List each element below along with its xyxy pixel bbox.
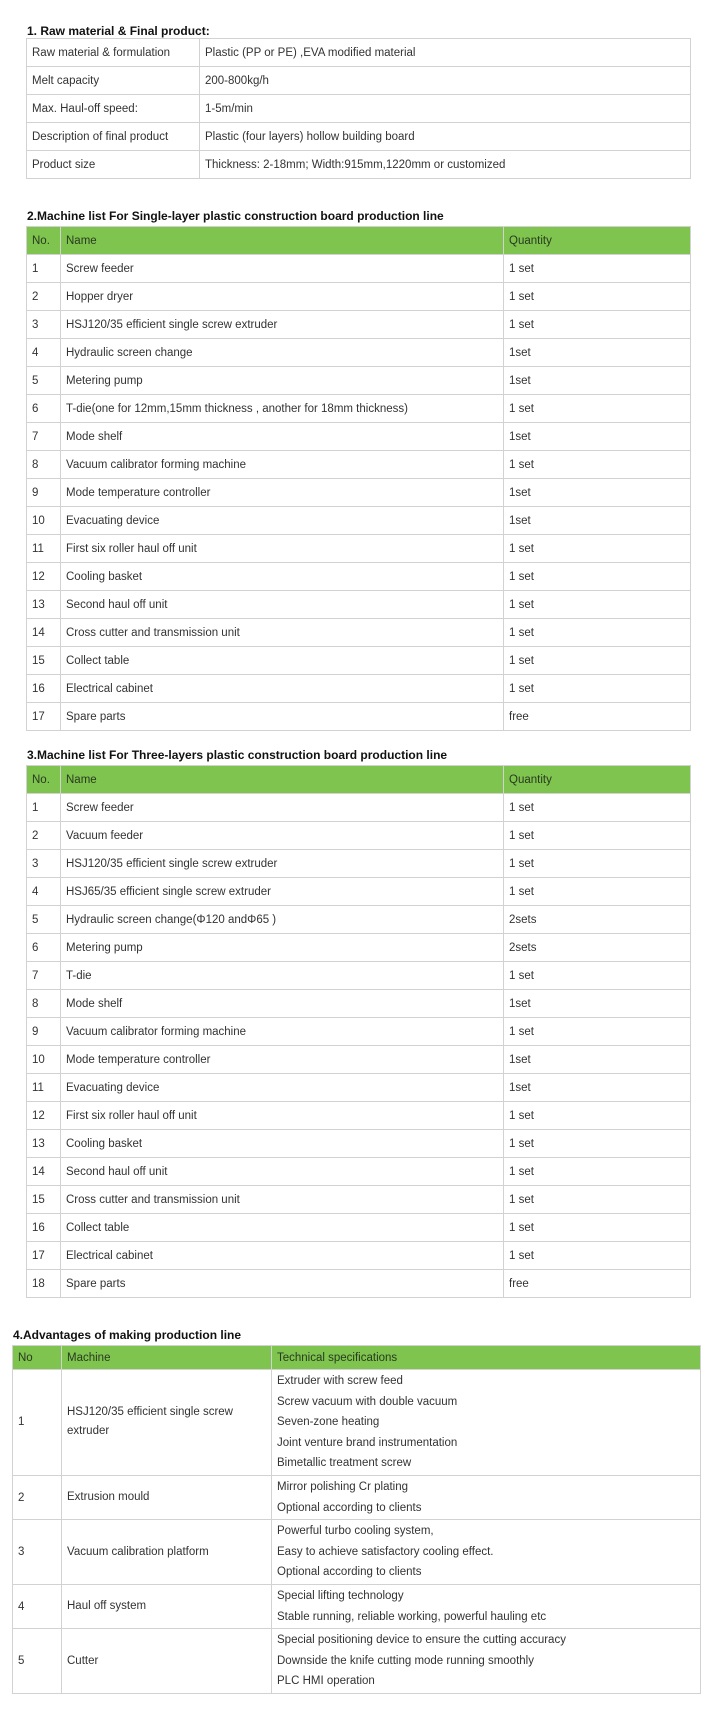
no-cell: 9 xyxy=(27,1018,61,1046)
no-cell: 5 xyxy=(27,367,61,395)
spec-label-cell: Melt capacity xyxy=(27,67,200,95)
no-cell: 15 xyxy=(27,647,61,675)
spec-label-cell: Max. Haul-off speed: xyxy=(27,95,200,123)
table-row xyxy=(27,1074,691,1102)
spec-line: Special positioning device to ensure the cutting accuracy xyxy=(277,1634,566,1647)
quantity-cell: 2sets xyxy=(504,934,691,962)
table-row xyxy=(27,1102,691,1130)
name-cell: Electrical cabinet xyxy=(61,675,504,703)
no-cell: 1 xyxy=(27,255,61,283)
table-row xyxy=(13,1629,701,1694)
quantity-cell: 1 set xyxy=(504,283,691,311)
quantity-cell: 1 set xyxy=(504,962,691,990)
table-row xyxy=(27,1270,691,1298)
no-cell: 12 xyxy=(27,1102,61,1130)
table-header-row xyxy=(27,766,691,794)
quantity-cell: free xyxy=(504,1270,691,1298)
single-layer-machine-table xyxy=(26,226,691,731)
spec-value-cell: 1-5m/min xyxy=(200,95,691,123)
name-cell: Screw feeder xyxy=(61,255,504,283)
quantity-cell: 1set xyxy=(504,507,691,535)
table-row xyxy=(13,1370,701,1476)
table-row xyxy=(27,1186,691,1214)
table-row xyxy=(27,1130,691,1158)
table-row xyxy=(13,1520,701,1585)
section-heading: 2.Machine list For Single-layer plastic construction board production line xyxy=(27,209,444,223)
no-cell: 16 xyxy=(27,1214,61,1242)
quantity-cell: 1 set xyxy=(504,395,691,423)
no-cell: 2 xyxy=(27,822,61,850)
name-cell: Evacuating device xyxy=(61,507,504,535)
name-cell: Collect table xyxy=(61,1214,504,1242)
no-cell: 13 xyxy=(27,1130,61,1158)
name-cell: HSJ65/35 efficient single screw extruder xyxy=(61,878,504,906)
no-cell: 5 xyxy=(13,1629,62,1694)
table-row xyxy=(27,563,691,591)
header-quantity-cell: Quantity xyxy=(504,766,691,794)
no-cell: 9 xyxy=(27,479,61,507)
section-raw-material xyxy=(27,24,210,38)
specs-cell xyxy=(272,1475,701,1519)
name-cell: Mode shelf xyxy=(61,990,504,1018)
table-row xyxy=(27,850,691,878)
name-cell: Metering pump xyxy=(61,367,504,395)
name-cell: Vacuum calibrator forming machine xyxy=(61,451,504,479)
table-row xyxy=(27,535,691,563)
table-row xyxy=(27,619,691,647)
table-header-row xyxy=(27,227,691,255)
no-cell: 18 xyxy=(27,1270,61,1298)
name-cell: Mode temperature controller xyxy=(61,479,504,507)
name-cell: HSJ120/35 efficient single screw extruder xyxy=(61,850,504,878)
quantity-cell: 1 set xyxy=(504,619,691,647)
no-cell: 8 xyxy=(27,451,61,479)
quantity-cell: 1 set xyxy=(504,1158,691,1186)
header-quantity-cell: Quantity xyxy=(504,227,691,255)
table-row xyxy=(27,675,691,703)
quantity-cell: 1 set xyxy=(504,1214,691,1242)
quantity-cell: 1 set xyxy=(504,1186,691,1214)
quantity-cell: 1 set xyxy=(504,1242,691,1270)
no-cell: 14 xyxy=(27,1158,61,1186)
name-cell: Spare parts xyxy=(61,703,504,731)
section-advantages xyxy=(13,1328,241,1342)
quantity-cell: 1set xyxy=(504,423,691,451)
no-cell: 3 xyxy=(27,311,61,339)
machine-cell: Cutter xyxy=(62,1629,272,1694)
table-row xyxy=(27,423,691,451)
no-cell: 15 xyxy=(27,1186,61,1214)
section-heading: 3.Machine list For Three-layers plastic construction board production line xyxy=(27,748,448,762)
quantity-cell: free xyxy=(504,703,691,731)
no-cell: 12 xyxy=(27,563,61,591)
name-cell: Mode shelf xyxy=(61,423,504,451)
quantity-cell: 1 set xyxy=(504,535,691,563)
table-row xyxy=(27,591,691,619)
name-cell: HSJ120/35 efficient single screw extruder xyxy=(61,311,504,339)
table-row xyxy=(13,1475,701,1519)
specs-cell xyxy=(272,1584,701,1628)
no-cell: 7 xyxy=(27,423,61,451)
table-row xyxy=(27,703,691,731)
spec-value-cell: 200-800kg/h xyxy=(200,67,691,95)
no-cell: 10 xyxy=(27,1046,61,1074)
spec-value-cell: Plastic (PP or PE) ,EVA modified material xyxy=(200,39,691,67)
quantity-cell: 2sets xyxy=(504,906,691,934)
table-row xyxy=(27,794,691,822)
name-cell: Hydraulic screen change xyxy=(61,339,504,367)
no-cell: 1 xyxy=(13,1370,62,1476)
header-no-cell: No. xyxy=(27,227,61,255)
no-cell: 4 xyxy=(13,1584,62,1628)
table-row xyxy=(27,339,691,367)
table-row xyxy=(27,151,691,179)
machine-cell: Haul off system xyxy=(62,1584,272,1628)
name-cell: Cross cutter and transmission unit xyxy=(61,619,504,647)
table-row xyxy=(13,1584,701,1628)
table-row xyxy=(27,1046,691,1074)
name-cell: Metering pump xyxy=(61,934,504,962)
no-cell: 2 xyxy=(27,283,61,311)
quantity-cell: 1 set xyxy=(504,822,691,850)
spec-value-cell: Thickness: 2-18mm; Width:915mm,1220mm or customized xyxy=(200,151,691,179)
header-specs-cell: Technical specifications xyxy=(272,1346,701,1370)
quantity-cell: 1 set xyxy=(504,878,691,906)
name-cell: Mode temperature controller xyxy=(61,1046,504,1074)
no-cell: 6 xyxy=(27,934,61,962)
name-cell: Cooling basket xyxy=(61,1130,504,1158)
spec-line: Special lifting technology xyxy=(277,1589,404,1602)
table-row xyxy=(27,283,691,311)
machine-cell: Vacuum calibration platform xyxy=(62,1520,272,1585)
table-row xyxy=(27,395,691,423)
quantity-cell: 1 set xyxy=(504,563,691,591)
name-cell: Collect table xyxy=(61,647,504,675)
header-machine-cell: Machine xyxy=(62,1346,272,1370)
no-cell: 13 xyxy=(27,591,61,619)
quantity-cell: 1set xyxy=(504,990,691,1018)
spec-line: Optional according to clients xyxy=(277,1566,422,1579)
table-row xyxy=(27,878,691,906)
table-row xyxy=(27,255,691,283)
table-row xyxy=(27,123,691,151)
name-cell: T-die xyxy=(61,962,504,990)
table-row xyxy=(27,39,691,67)
no-cell: 1 xyxy=(27,794,61,822)
name-cell: Spare parts xyxy=(61,1270,504,1298)
quantity-cell: 1 set xyxy=(504,451,691,479)
machine-cell: Extrusion mould xyxy=(62,1475,272,1519)
table-row xyxy=(27,1018,691,1046)
table-row xyxy=(27,822,691,850)
table-row xyxy=(27,906,691,934)
specs-cell xyxy=(272,1370,701,1476)
spec-label-cell: Description of final product xyxy=(27,123,200,151)
name-cell: Evacuating device xyxy=(61,1074,504,1102)
quantity-cell: 1 set xyxy=(504,1018,691,1046)
name-cell: Hopper dryer xyxy=(61,283,504,311)
quantity-cell: 1 set xyxy=(504,675,691,703)
spec-line: Optional according to clients xyxy=(277,1501,422,1514)
table-row xyxy=(27,962,691,990)
name-cell: First six roller haul off unit xyxy=(61,1102,504,1130)
table-header-row xyxy=(13,1346,701,1370)
quantity-cell: 1 set xyxy=(504,647,691,675)
spec-line: Powerful turbo cooling system, xyxy=(277,1525,434,1538)
name-cell: Cross cutter and transmission unit xyxy=(61,1186,504,1214)
quantity-cell: 1 set xyxy=(504,794,691,822)
spec-line: Bimetallic treatment screw xyxy=(277,1457,412,1470)
quantity-cell: 1set xyxy=(504,479,691,507)
name-cell: Hydraulic screen change(Φ120 andΦ65 ) xyxy=(61,906,504,934)
three-layers-machine-table xyxy=(26,765,691,1298)
no-cell: 5 xyxy=(27,906,61,934)
spec-line: Screw vacuum with double vacuum xyxy=(277,1395,458,1408)
spec-label-cell: Product size xyxy=(27,151,200,179)
table-row xyxy=(27,507,691,535)
specs-cell xyxy=(272,1629,701,1694)
section-heading: 1. Raw material & Final product: xyxy=(27,24,210,38)
name-cell: Electrical cabinet xyxy=(61,1242,504,1270)
no-cell: 17 xyxy=(27,1242,61,1270)
no-cell: 10 xyxy=(27,507,61,535)
no-cell: 6 xyxy=(27,395,61,423)
name-cell: Cooling basket xyxy=(61,563,504,591)
table-row xyxy=(27,647,691,675)
section-single-layer xyxy=(27,209,444,223)
spec-line: Joint venture brand instrumentation xyxy=(277,1436,458,1449)
table-row xyxy=(27,990,691,1018)
name-cell: Vacuum calibrator forming machine xyxy=(61,1018,504,1046)
section-heading: 4.Advantages of making production line xyxy=(13,1328,242,1342)
quantity-cell: 1 set xyxy=(504,850,691,878)
no-cell: 14 xyxy=(27,619,61,647)
no-cell: 7 xyxy=(27,962,61,990)
spec-line: Downside the knife cutting mode running smoothly xyxy=(277,1654,534,1667)
table-row xyxy=(27,67,691,95)
spec-line: Mirror polishing Cr plating xyxy=(277,1480,409,1493)
table-row xyxy=(27,1214,691,1242)
name-cell: Second haul off unit xyxy=(61,1158,504,1186)
header-no-cell: No xyxy=(13,1346,62,1370)
table-row xyxy=(27,311,691,339)
table-row xyxy=(27,479,691,507)
quantity-cell: 1set xyxy=(504,1046,691,1074)
table-row xyxy=(27,95,691,123)
no-cell: 11 xyxy=(27,535,61,563)
quantity-cell: 1set xyxy=(504,1074,691,1102)
no-cell: 2 xyxy=(13,1475,62,1519)
spec-line: Extruder with screw feed xyxy=(277,1375,403,1387)
quantity-cell: 1 set xyxy=(504,1130,691,1158)
quantity-cell: 1set xyxy=(504,367,691,395)
no-cell: 16 xyxy=(27,675,61,703)
no-cell: 17 xyxy=(27,703,61,731)
raw-material-table xyxy=(26,38,691,179)
quantity-cell: 1 set xyxy=(504,591,691,619)
table-row xyxy=(27,1158,691,1186)
specs-cell xyxy=(272,1520,701,1585)
no-cell: 8 xyxy=(27,990,61,1018)
quantity-cell: 1 set xyxy=(504,255,691,283)
quantity-cell: 1set xyxy=(504,339,691,367)
no-cell: 4 xyxy=(27,339,61,367)
no-cell: 3 xyxy=(27,850,61,878)
spec-value-cell: Plastic (four layers) hollow building board xyxy=(200,123,691,151)
table-row xyxy=(27,1242,691,1270)
name-cell: Screw feeder xyxy=(61,794,504,822)
header-no-cell: No. xyxy=(27,766,61,794)
no-cell: 3 xyxy=(13,1520,62,1585)
name-cell: T-die(one for 12mm,15mm thickness , another for 18mm thickness) xyxy=(61,395,504,423)
header-name-cell: Name xyxy=(61,766,504,794)
spec-line: PLC HMI operation xyxy=(277,1675,375,1688)
spec-line: Easy to achieve satisfactory cooling effect. xyxy=(277,1545,494,1558)
name-cell: First six roller haul off unit xyxy=(61,535,504,563)
table-row xyxy=(27,451,691,479)
section-three-layers xyxy=(27,748,447,762)
table-row xyxy=(27,934,691,962)
name-cell: Vacuum feeder xyxy=(61,822,504,850)
name-cell: Second haul off unit xyxy=(61,591,504,619)
quantity-cell: 1 set xyxy=(504,311,691,339)
advantages-table xyxy=(12,1345,701,1694)
no-cell: 11 xyxy=(27,1074,61,1102)
header-name-cell: Name xyxy=(61,227,504,255)
quantity-cell: 1 set xyxy=(504,1102,691,1130)
spec-line: Seven-zone heating xyxy=(277,1416,380,1429)
table-row xyxy=(27,367,691,395)
spec-label-cell: Raw material & formulation xyxy=(27,39,200,67)
spec-line: Stable running, reliable working, powerful hauling etc xyxy=(277,1610,547,1623)
no-cell: 4 xyxy=(27,878,61,906)
machine-cell: HSJ120/35 efficient single screw extruder xyxy=(62,1370,272,1476)
